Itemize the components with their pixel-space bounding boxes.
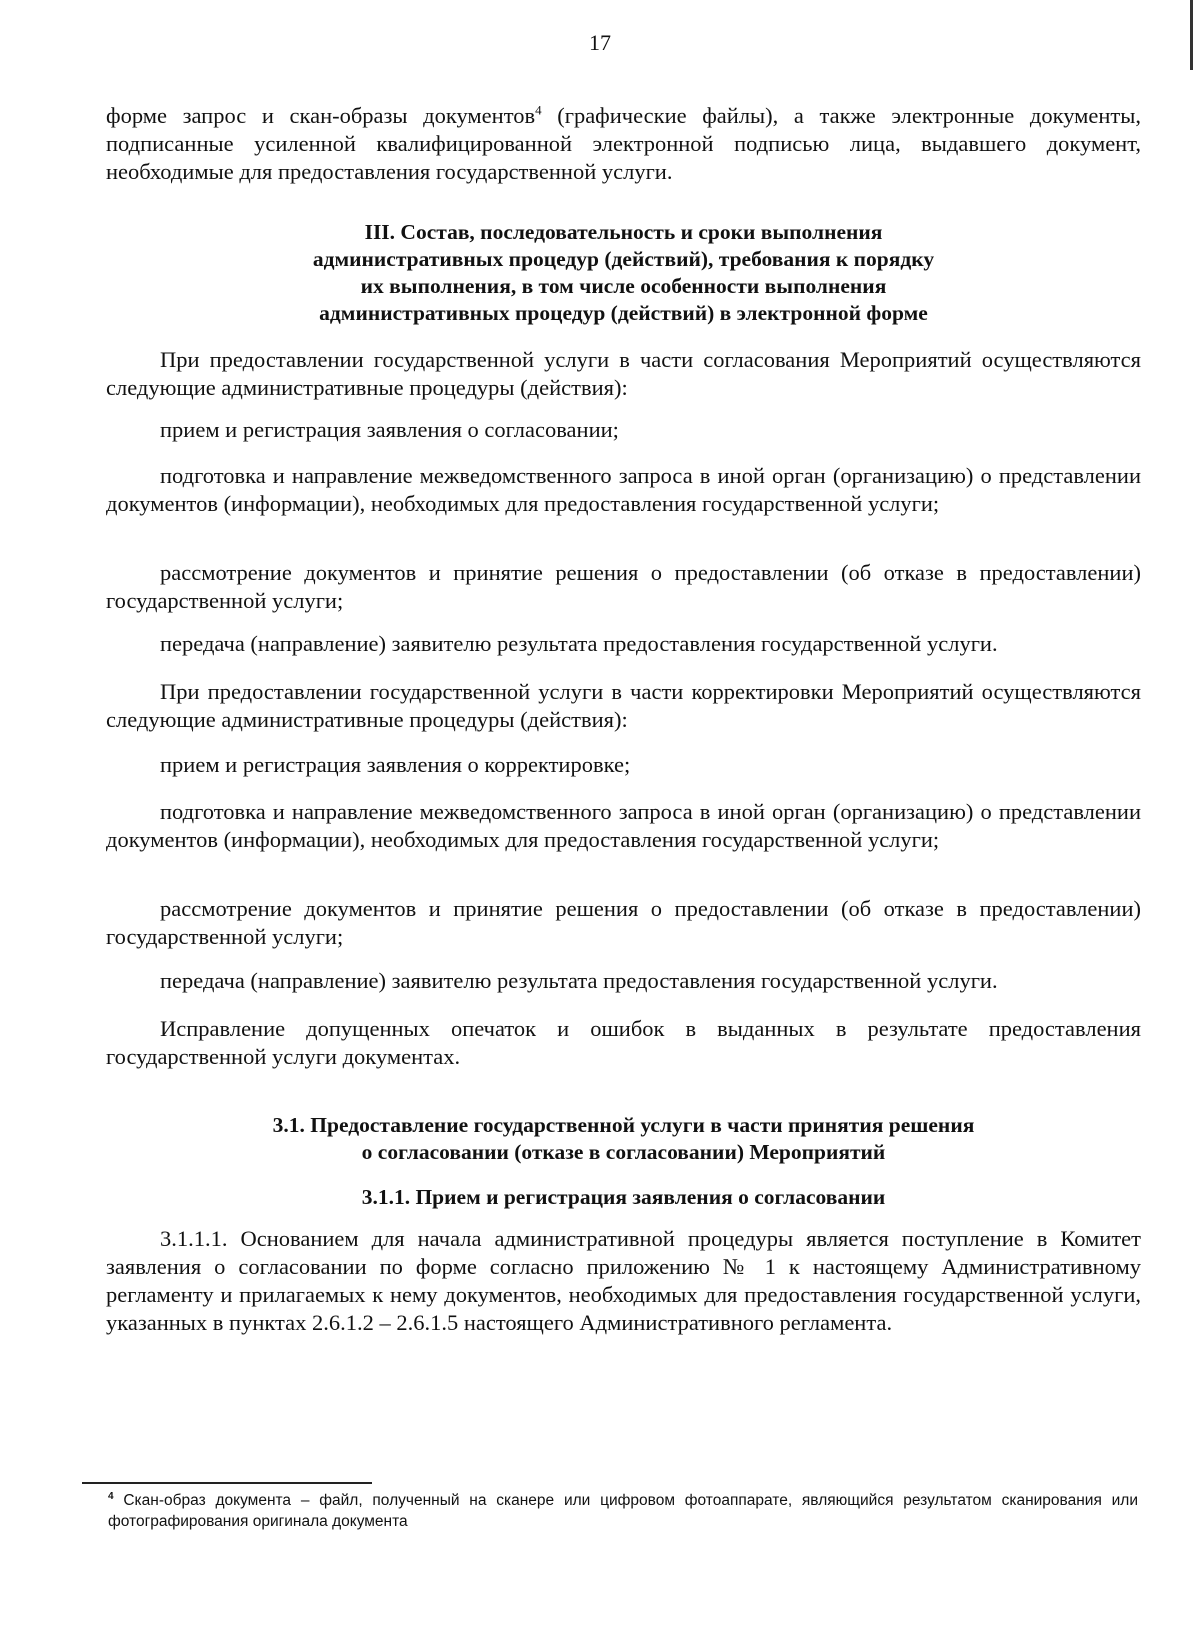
paragraph: передача (направление) заявителю результата предоставления государственной услуги. <box>160 968 998 993</box>
top-paragraph <box>106 102 1141 186</box>
footnote <box>108 1490 1138 1532</box>
paragraph: рассмотрение документов и принятие решения о предоставлении (об отказе в предоставлении) государственной услуги; <box>106 896 1141 949</box>
section-heading-line: их выполнения, в том числе особенности выполнения <box>360 274 887 298</box>
footnote-text: Скан-образ документа – файл, полученный на сканере или цифровом фотоаппарате, являющийся результатом сканирования или фотографирования оригинала документа <box>108 1492 1138 1530</box>
paragraph: При предоставлении государственной услуги в части корректировки Мероприятий осуществляются следующие административные процедуры (действия): <box>106 679 1141 732</box>
section-heading <box>106 219 1141 327</box>
footnote-separator <box>82 1482 372 1484</box>
top-paragraph-text: форме запрос и скан-образы документов <box>106 103 536 128</box>
paragraph: передача (направление) заявителю результата предоставления государственной услуги. <box>160 631 998 656</box>
paragraph: рассмотрение документов и принятие решения о предоставлении (об отказе в предоставлении) государственной услуги; <box>106 560 1141 613</box>
paragraph: прием и регистрация заявления о согласовании; <box>160 417 619 442</box>
paragraph: подготовка и направление межведомственного запроса в иной орган (организацию) о представлении документов (информации), необходимых для предоставления государственной услуги; <box>106 799 1141 852</box>
top-paragraph-text-cont: (графические файлы), а также электронные документы, подписанные усиленной квалифицированной электронной подписью лица, выдавшего документ, необходимые для предоставления государственной услуги. <box>106 103 1141 184</box>
paragraph: Исправление допущенных опечаток и ошибок в выданных в результате предоставления государственной услуги документах. <box>106 1016 1141 1069</box>
section-heading-line: административных процедур (действий) в электронной форме <box>319 301 928 325</box>
paragraph: При предоставлении государственной услуги в части согласования Мероприятий осуществляются следующие административные процедуры (действия): <box>106 347 1141 400</box>
subsection-heading <box>106 1112 1141 1166</box>
footnote-reference: 4 <box>535 102 542 118</box>
section-heading-line: административных процедур (действий), требования к порядку <box>312 247 935 271</box>
subsection-heading-line: 3.1. Предоставление государственной услуги в части принятия решения <box>272 1113 975 1137</box>
clause-3-1-1-1: 3.1.1.1. Основанием для начала административной процедуры является поступление в Комитет заявления о согласовании по форме согласно приложению № 1 к настоящему Административному регламенту и прилагаемых к нему документов, необходимых для предоставления государственной услуги, указанных в пунктах 2.6.1.2 – 2.6.1.5 настоящего Административного регламента. <box>106 1226 1141 1335</box>
subsection-heading-line: о согласовании (отказе в согласовании) Мероприятий <box>361 1140 886 1164</box>
subsubsection-heading: 3.1.1. Прием и регистрация заявления о согласовании <box>361 1185 886 1209</box>
section-heading-line: III. Состав, последовательность и сроки выполнения <box>364 220 883 244</box>
footnote-mark: 4 <box>108 1490 114 1502</box>
paragraph: прием и регистрация заявления о корректировке; <box>160 752 631 777</box>
paragraph: подготовка и направление межведомственного запроса в иной орган (организацию) о представлении документов (информации), необходимых для предоставления государственной услуги; <box>106 463 1141 516</box>
page-number: 17 <box>589 30 611 55</box>
